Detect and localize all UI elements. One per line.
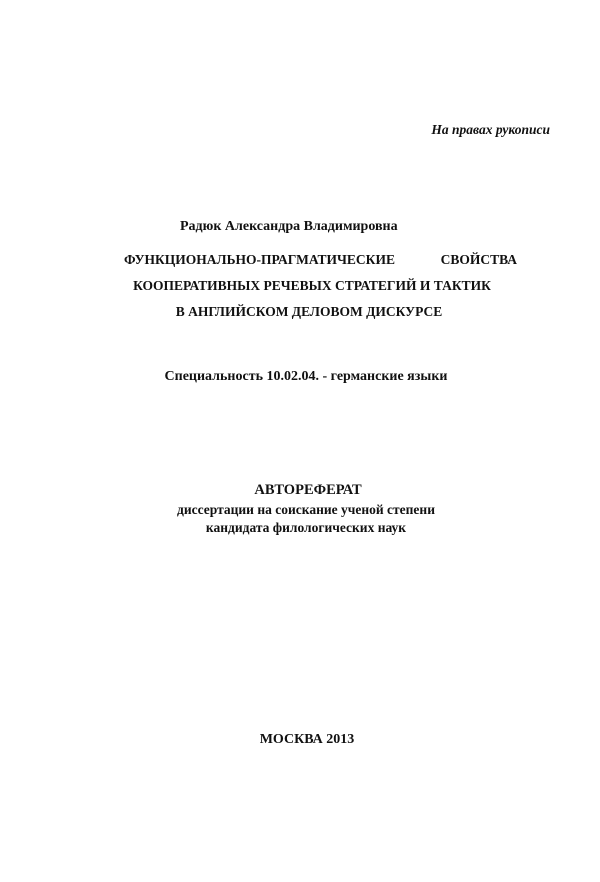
title-line-1-left: ФУНКЦИОНАЛЬНО-ПРАГМАТИЧЕСКИЕ bbox=[124, 252, 395, 267]
rights-notice: На правах рукописи bbox=[431, 122, 550, 137]
title-line-2: КООПЕРАТИВНЫХ РЕЧЕВЫХ СТРАТЕГИЙ И ТАКТИК bbox=[133, 278, 491, 293]
purpose-line-1: диссертации на соискание ученой степени bbox=[177, 502, 435, 517]
document-type: АВТОРЕФЕРАТ bbox=[254, 482, 362, 498]
title-line-1 bbox=[124, 253, 517, 267]
title-line-3: В АНГЛИЙСКОМ ДЕЛОВОМ ДИСКУРСЕ bbox=[175, 304, 443, 319]
purpose-line-2: кандидата филологических наук bbox=[205, 520, 407, 535]
specialty-line: Специальность 10.02.04. - германские языки bbox=[164, 369, 448, 384]
author-name: Радюк Александра Владимировна bbox=[180, 219, 398, 234]
city-year: МОСКВА 2013 bbox=[259, 732, 355, 747]
title-line-1-right: СВОЙСТВА bbox=[440, 252, 517, 267]
